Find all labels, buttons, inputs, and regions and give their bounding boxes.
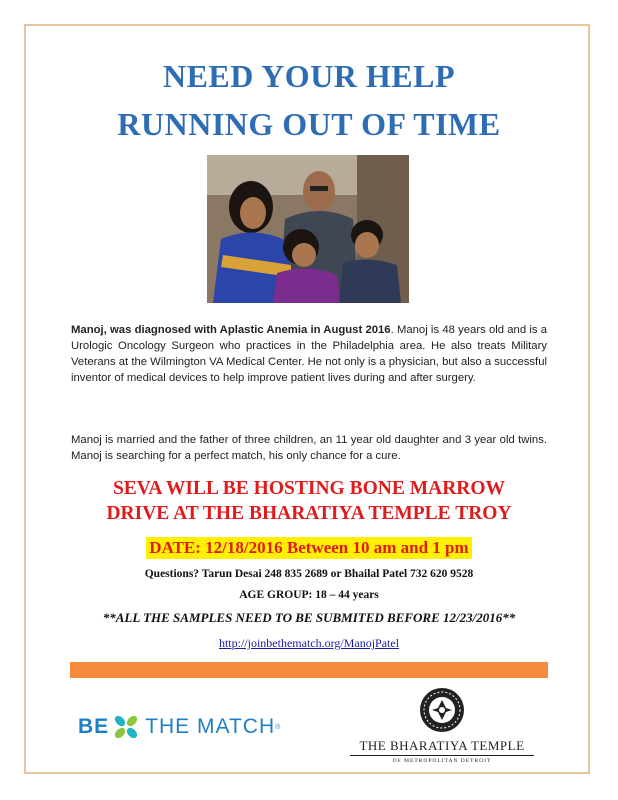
- questions-contact: Questions? Tarun Desai 248 835 2689 or Bhailal Patel 732 620 9528: [144, 568, 474, 580]
- registered-mark: ®: [275, 723, 281, 731]
- be-the-match-text: THE MATCH: [145, 715, 276, 738]
- event-line-1: SEVA WILL BE HOSTING BONE MARROW: [112, 478, 506, 499]
- temple-seal-icon: [418, 686, 466, 734]
- submission-deadline: **ALL THE SAMPLES NEED TO BE SUBMITED BEFORE 12/23/2016**: [102, 610, 516, 625]
- story-details: . Manoj is 48 years old and is a Urologic Oncology Surgeon who practices in the Philadelphia area. He also treats Military Veterans at the Wilmington VA Medical Center. He not only is a physician, but also a successful inventor of medical devices to help improve patient lives during and after surgery.: [71, 324, 547, 384]
- link-wrap: [0, 636, 618, 651]
- event-date-wrap: [0, 537, 618, 559]
- bharatiya-temple-logo: [342, 686, 542, 764]
- event-date: DATE: 12/18/2016 Between 10 am and 1 pm: [146, 537, 471, 559]
- be-the-match-be: BE: [78, 715, 110, 738]
- be-the-match-petals-icon: [113, 714, 139, 740]
- headline-line-2: RUNNING OUT OF TIME: [117, 106, 501, 142]
- age-group: AGE GROUP: 18 – 44 years: [239, 589, 379, 601]
- family-photo-icon: [207, 155, 409, 303]
- registration-link[interactable]: http://joinbethematch.org/ManojPatel: [218, 636, 400, 650]
- story-paragraph-1: [71, 322, 547, 386]
- temple-subtitle: OF METROPOLITAN DETROIT: [392, 758, 492, 764]
- orange-divider-bar: [70, 662, 548, 678]
- temple-name: THE BHARATIYA TEMPLE: [350, 738, 534, 756]
- headline-line-1: NEED YOUR HELP: [162, 58, 456, 94]
- story-paragraph-2: Manoj is married and the father of three children, an 11 year old daughter and 3 year old twins. Manoj is searching for a perfect match, his only chance for a cure.: [71, 434, 547, 462]
- family-photo: [207, 155, 409, 303]
- diagnosis-text: Manoj, was diagnosed with Aplastic Anemia in August 2016: [71, 324, 391, 336]
- be-the-match-logo: [78, 714, 280, 740]
- event-line-2: DRIVE AT THE BHARATIYA TEMPLE TROY: [106, 503, 512, 524]
